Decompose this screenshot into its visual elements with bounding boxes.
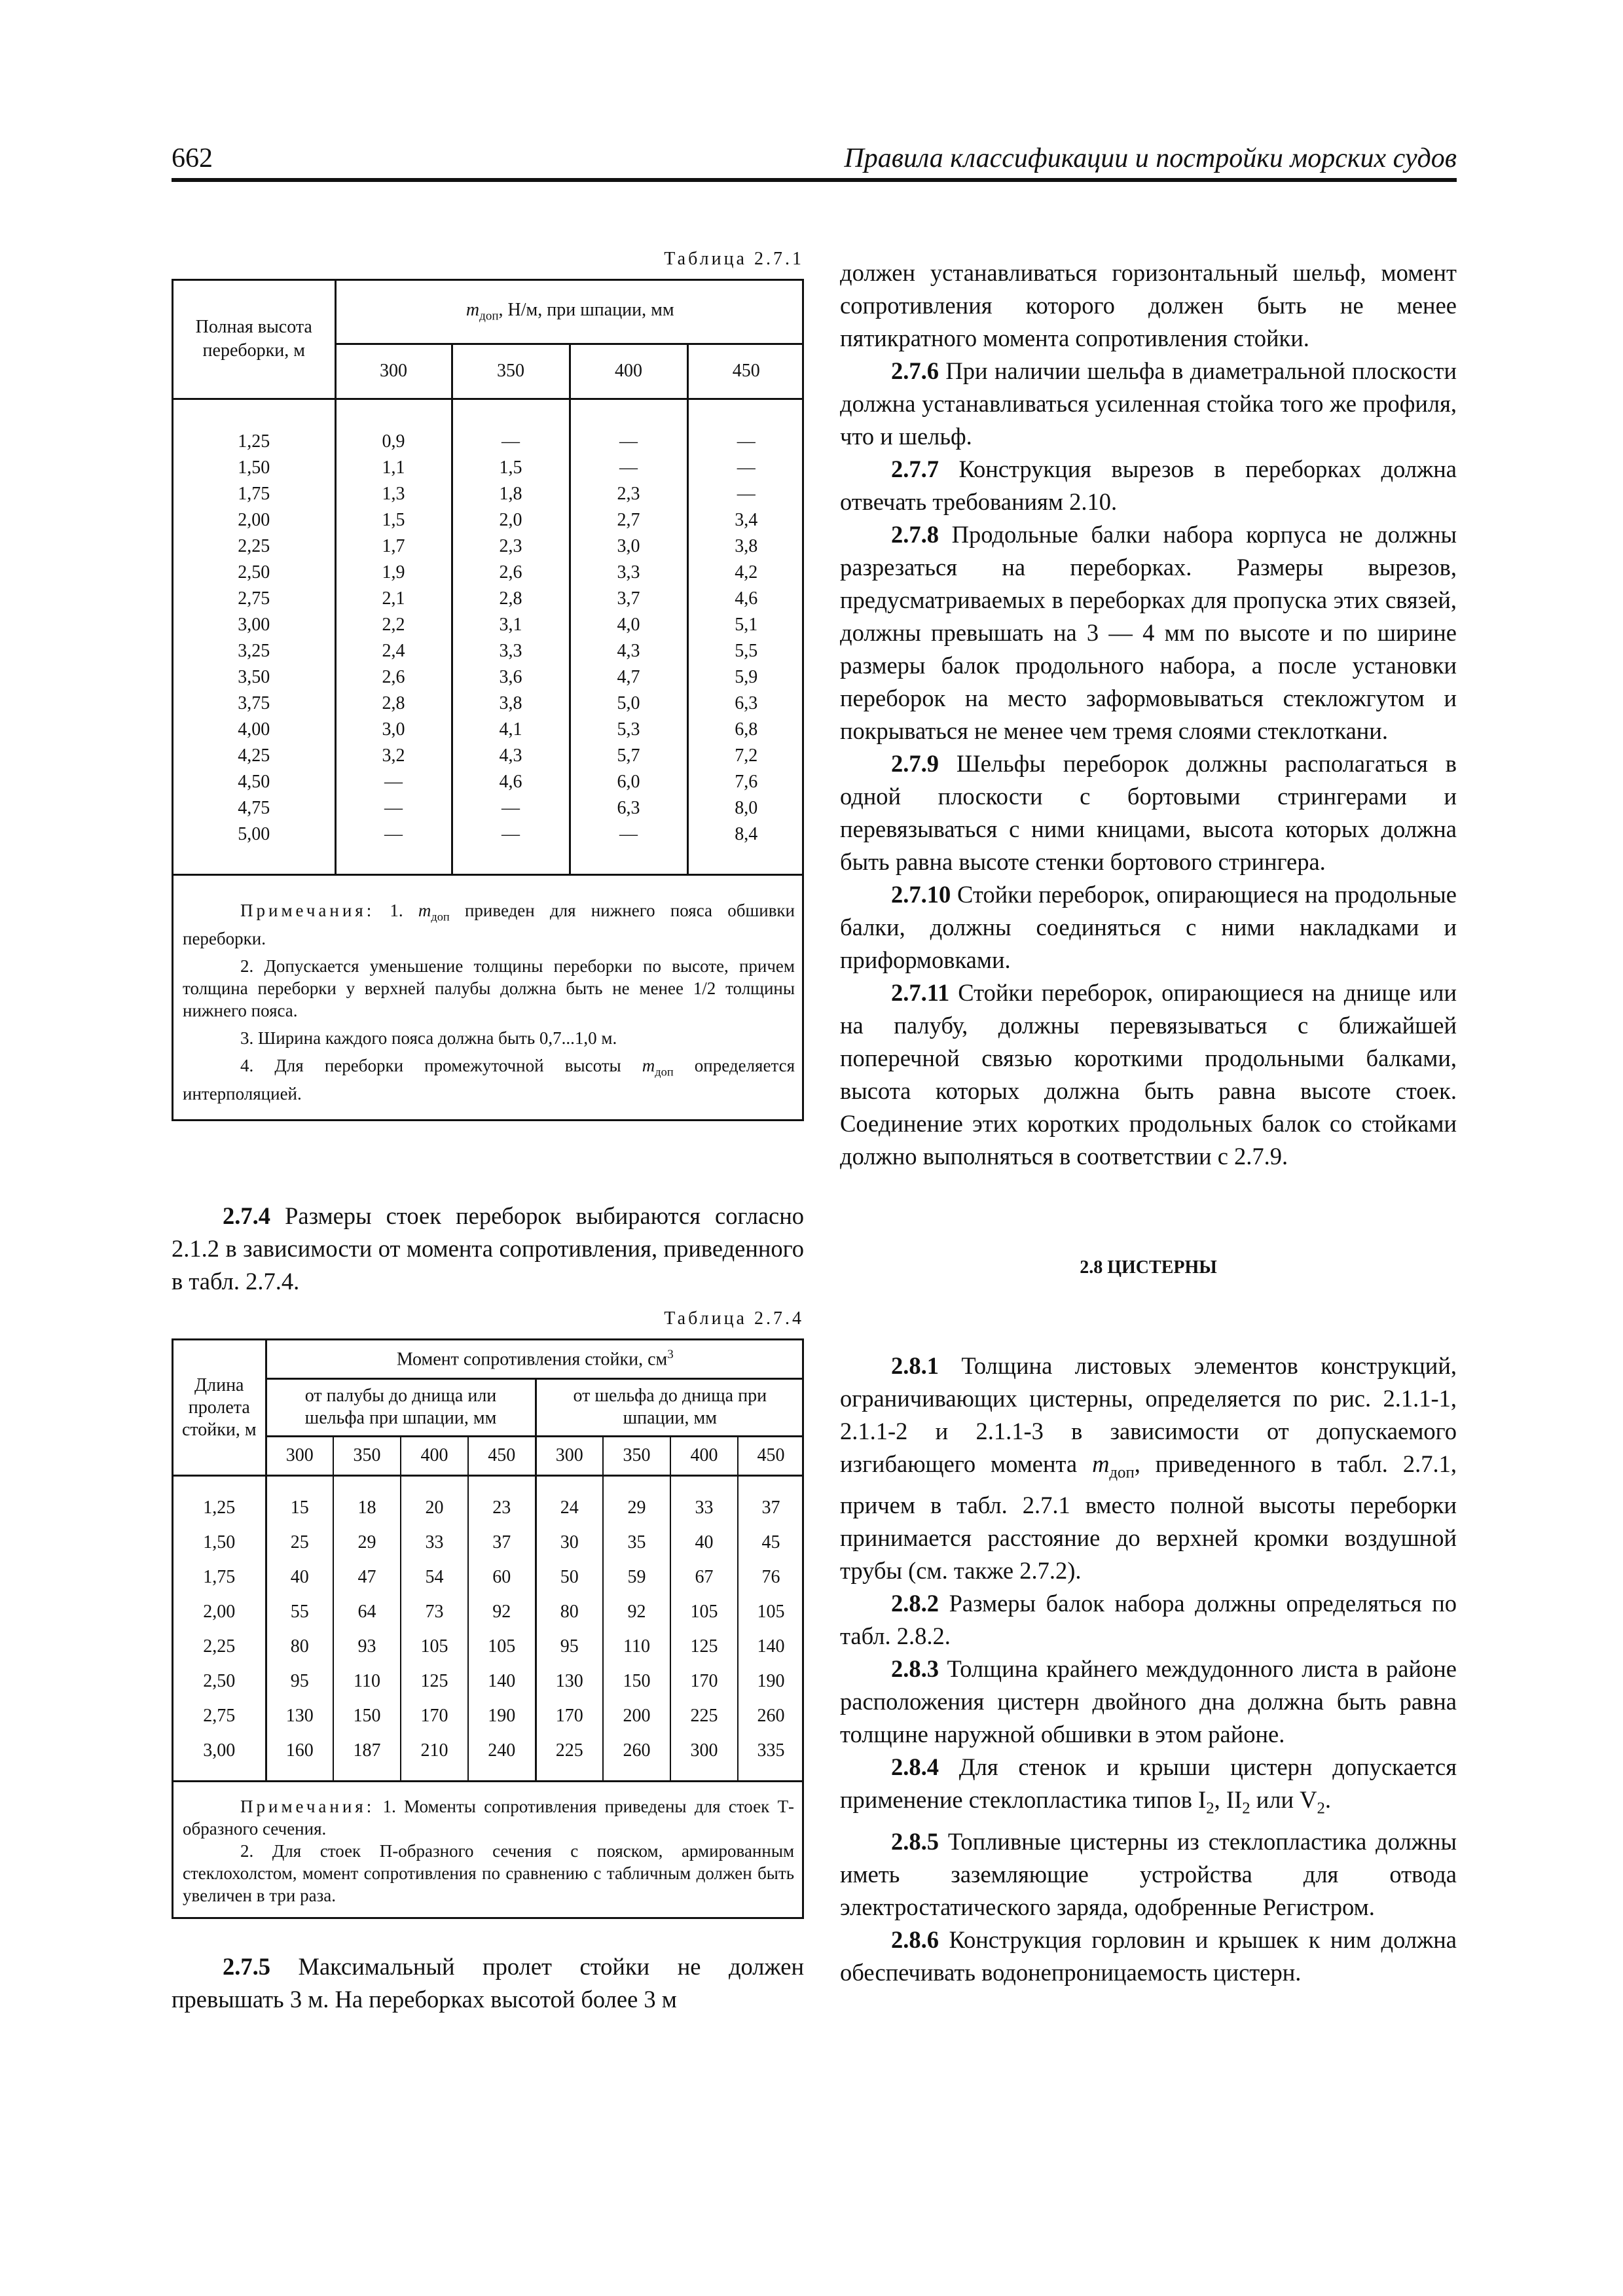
table-cell: 1,7 <box>335 533 452 560</box>
para-2-8-2: 2.8.2 Размеры балок набора должны определяться по табл. 2.8.2. <box>840 1590 1457 1650</box>
table-row <box>173 795 804 821</box>
table-cell: 140 <box>757 1636 785 1657</box>
table-274-col-header: 350 <box>333 1436 401 1475</box>
table-cell: 3,3 <box>452 638 570 664</box>
table-cell: 2,6 <box>335 664 452 691</box>
running-title: Правила классификации и постройки морских судов <box>844 143 1457 173</box>
table-row <box>173 1734 803 1782</box>
table-271-row-header: Полная высота переборки, м <box>173 281 335 399</box>
table-cell: 7,6 <box>735 771 758 792</box>
table-cell: 8,0 <box>735 797 758 818</box>
table-274-col-header: 400 <box>401 1436 468 1475</box>
table-row <box>173 769 804 795</box>
para-2-8-6: 2.8.6 Конструкция горловин и крышек к ним должна обеспечивать водонепроницаемость цистерн. <box>840 1926 1457 1986</box>
table-cell: 2,1 <box>335 586 452 612</box>
table-cell: 37 <box>468 1526 536 1560</box>
row-label-cell: 4,75 <box>173 795 335 821</box>
table-cell: 2,3 <box>452 533 570 560</box>
table-271-notes <box>173 874 804 1119</box>
para-2-7-7: 2.7.7 Конструкция вырезов в переборках должна отвечать требованиям 2.10. <box>840 456 1457 515</box>
table-cell: 6,8 <box>735 719 758 740</box>
table-274-note-1: Примечания: 1. Моменты сопротивления приведены для стоек Т-образного сечения. <box>183 1796 795 1839</box>
table-cell: 170 <box>401 1699 468 1734</box>
table-cell: 3,0 <box>570 533 687 560</box>
table-cell: 4,3 <box>570 638 687 664</box>
table-cell: 5,3 <box>570 717 687 743</box>
row-label-cell: 5,00 <box>173 821 335 875</box>
table-cell: 80 <box>536 1595 603 1630</box>
table-cell: 40 <box>670 1526 738 1560</box>
table-274-group-2: от шельфа до днища при шпации, мм <box>536 1378 803 1436</box>
table-cell: 260 <box>757 1706 785 1727</box>
table-cell: 160 <box>266 1734 333 1782</box>
para-2-7-8: 2.7.8 Продольные балки набора корпуса не должны разрезаться на переборках. Размеры вырезов, предусматриваемых в переборках для пропуска этих связей, должны превышать на 3 — 4 мм по высоте и по ширине размеры балок продольного набора, а после установки переборок на место заформовываться стекложгутом и покрываться не менее чем тремя слоями стеклоткани. <box>840 521 1457 744</box>
table-cell: 3,7 <box>570 586 687 612</box>
table-274 <box>172 1338 804 1919</box>
table-cell: 2,2 <box>335 612 452 638</box>
table-row <box>173 664 804 691</box>
table-cell: 1,5 <box>335 507 452 533</box>
table-271-note-1: Примечания: 1. $m_{доп}$ приведен для нижнего пояса обшивки переборки. <box>183 900 795 948</box>
para-continuation: должен устанавливаться горизонтальный шельф, момент сопротивления которого должен быть не менее пятикратного момента сопротивления стойки. <box>840 259 1457 351</box>
table-cell: 67 <box>670 1560 738 1595</box>
table-cell: 37 <box>761 1498 780 1518</box>
row-label-cell: 4,50 <box>173 769 335 795</box>
table-cell: 73 <box>401 1595 468 1630</box>
row-label-cell: 1,75 <box>173 481 335 507</box>
section-heading-2-8: 2.8 ЦИСТЕРНЫ <box>1080 1257 1217 1278</box>
table-row <box>173 1664 803 1699</box>
table-cell: 95 <box>536 1630 603 1664</box>
para-2-7-5: 2.7.5 Максимальный пролет стойки не должен превышать 3 м. На переборках высотой более 3 м <box>172 1952 804 2013</box>
table-cell: — <box>570 821 687 875</box>
row-label-cell: 1,25 <box>173 1475 266 1526</box>
table-cell: 6,0 <box>570 769 687 795</box>
table-cell: 170 <box>670 1664 738 1699</box>
table-cell: 170 <box>536 1699 603 1734</box>
table-cell: 25 <box>266 1526 333 1560</box>
table-row <box>173 507 804 533</box>
table-cell: 35 <box>603 1526 670 1560</box>
table-cell: 76 <box>761 1567 780 1588</box>
table-row <box>173 1699 803 1734</box>
para-2-7-4: 2.7.4 Размеры стоек переборок выбираются согласно 2.1.2 в зависимости от момента сопротивления, приведенного в табл. 2.7.4. <box>172 1202 804 1295</box>
table-cell: 130 <box>266 1699 333 1734</box>
table-cell: 5,1 <box>735 614 758 635</box>
table-cell: 225 <box>670 1699 738 1734</box>
table-cell: 3,8 <box>452 691 570 717</box>
table-cell: 15 <box>266 1475 333 1526</box>
table-cell: 93 <box>333 1630 401 1664</box>
table-274-group-1: от палубы до днища или шельфа при шпации, мм <box>266 1378 536 1436</box>
row-label-cell: 3,25 <box>173 638 335 664</box>
row-label-cell: 3,00 <box>173 1734 266 1782</box>
table-271-note-4: 4. Для переборки промежуточной высоты $m_{доп}$ определяется интерполяцией. <box>183 1055 795 1104</box>
table-row <box>173 399 804 455</box>
table-271-col-header: 450 <box>687 344 804 399</box>
table-cell: 150 <box>603 1664 670 1699</box>
table-271-col-header: 300 <box>335 344 452 399</box>
table-cell: — <box>737 483 756 504</box>
table-cell: 55 <box>266 1595 333 1630</box>
table-cell: 6,3 <box>735 692 758 713</box>
table-cell: 45 <box>761 1532 780 1553</box>
row-label-cell: 3,50 <box>173 664 335 691</box>
table-cell: 40 <box>266 1560 333 1595</box>
row-label-cell: 4,25 <box>173 743 335 769</box>
para-2-7-9: 2.7.9 Шельфы переборок должны располагаться в одной плоскости с бортовыми стрингерами и перевязываться с ними кницами, высота которых должна быть равна высоте стенки бортового стрингера. <box>840 750 1457 875</box>
table-row <box>173 1526 803 1560</box>
table-cell: 1,1 <box>335 455 452 481</box>
table-cell: 95 <box>266 1664 333 1699</box>
table-cell: 50 <box>536 1560 603 1595</box>
para-2-8-1: 2.8.1 Толщина листовых элементов конструкций, ограничивающих цистерны, определяется по рис. 2.1.1-1, 2.1.1-2 и 2.1.1-3 в зависимости от допускаемого изгибающего момента $m_{доп}$, приведенного в табл. 2.7.1, причем в табл. 2.7.1 вместо полной высоты переборки принимается расстояние до верхней кромки воздушной трубы (см. также 2.7.2). <box>840 1352 1457 1585</box>
row-label-cell: 3,75 <box>173 691 335 717</box>
table-cell: 92 <box>468 1595 536 1630</box>
table-cell: 210 <box>401 1734 468 1782</box>
table-cell: 1,8 <box>452 481 570 507</box>
table-cell: 59 <box>603 1560 670 1595</box>
table-cell: 20 <box>401 1475 468 1526</box>
table-cell: 4,6 <box>452 769 570 795</box>
table-row <box>173 638 804 664</box>
row-label-cell: 2,75 <box>173 586 335 612</box>
table-cell: — <box>335 795 452 821</box>
table-row <box>173 1595 803 1630</box>
table-cell: 29 <box>603 1475 670 1526</box>
para-2-7-6: 2.7.6 При наличии шельфа в диаметральной плоскости должна устанавливаться усиленная стойка того же профиля, что и шельф. <box>840 357 1457 450</box>
table-cell: 18 <box>333 1475 401 1526</box>
table-cell: — <box>570 455 687 481</box>
table-row <box>173 533 804 560</box>
table-cell: 225 <box>536 1734 603 1782</box>
row-label-cell: 2,00 <box>173 507 335 533</box>
table-cell: 30 <box>536 1526 603 1560</box>
row-label-cell: 1,75 <box>173 1560 266 1595</box>
table-cell: 80 <box>266 1630 333 1664</box>
table-cell: 3,2 <box>335 743 452 769</box>
table-cell: 0,9 <box>335 399 452 455</box>
table-cell: 33 <box>401 1526 468 1560</box>
row-label-cell: 1,50 <box>173 1526 266 1560</box>
table-cell: 7,2 <box>735 745 758 766</box>
table-cell: 60 <box>468 1560 536 1595</box>
table-cell: 1,3 <box>335 481 452 507</box>
row-label-cell: 2,25 <box>173 1630 266 1664</box>
table-271-col-header: 400 <box>570 344 687 399</box>
table-cell: 47 <box>333 1560 401 1595</box>
table-cell: 1,9 <box>335 560 452 586</box>
right-column <box>840 257 1457 1989</box>
table-cell: 2,4 <box>335 638 452 664</box>
table-row <box>173 691 804 717</box>
table-cell: 29 <box>333 1526 401 1560</box>
table-row <box>173 612 804 638</box>
table-cell: 3,6 <box>452 664 570 691</box>
table-cell: — <box>737 457 756 478</box>
table-274-col-header: 300 <box>536 1436 603 1475</box>
table-cell: 190 <box>468 1699 536 1734</box>
table-cell: 105 <box>670 1595 738 1630</box>
table-row <box>173 586 804 612</box>
row-label-cell: 2,75 <box>173 1699 266 1734</box>
table-cell: 1,5 <box>452 455 570 481</box>
table-cell: 6,3 <box>570 795 687 821</box>
table-271-note-2: 2. Допускается уменьшение толщины переборки по высоте, причем толщина переборки у верхней палубы должна быть не менее 1/2 толщины нижнего пояса. <box>183 956 795 1020</box>
table-cell: 240 <box>468 1734 536 1782</box>
table-274-note-2: 2. Для стоек П-образного сечения с пояском, армированным стеклохолстом, момент сопротивления по сравнению с табличным должен быть увеличен в три раза. <box>183 1840 795 1905</box>
row-label-cell: 2,00 <box>173 1595 266 1630</box>
table-cell: 64 <box>333 1595 401 1630</box>
table-cell: 33 <box>670 1475 738 1526</box>
table-row <box>173 743 804 769</box>
table-cell: 190 <box>757 1671 785 1692</box>
table-cell: 110 <box>603 1630 670 1664</box>
table-row <box>173 1560 803 1595</box>
table-row <box>173 717 804 743</box>
table-cell: 23 <box>468 1475 536 1526</box>
table-cell: — <box>335 821 452 875</box>
table-271-group-header: $m_{доп}$, Н/м, при шпации, мм <box>335 281 804 344</box>
table-271-note-3: 3. Ширина каждого пояса должна быть 0,7...1,0 м. <box>240 1028 617 1048</box>
table-cell: 4,6 <box>735 588 758 609</box>
left-column <box>172 249 804 2016</box>
table-cell: 150 <box>333 1699 401 1734</box>
table-cell: 5,5 <box>735 640 758 661</box>
row-label-cell: 2,50 <box>173 1664 266 1699</box>
table-cell: 5,9 <box>735 666 758 687</box>
table-cell: 2,8 <box>452 586 570 612</box>
table-cell: 54 <box>401 1560 468 1595</box>
table-row <box>173 481 804 507</box>
table-cell: 4,2 <box>735 562 758 583</box>
table-cell: 3,1 <box>452 612 570 638</box>
table-row <box>173 1475 803 1526</box>
table-cell: 187 <box>333 1734 401 1782</box>
table-274-notes <box>173 1781 803 1917</box>
table-cell: 2,8 <box>335 691 452 717</box>
table-271-col-header: 350 <box>452 344 570 399</box>
row-label-cell: 3,00 <box>173 612 335 638</box>
para-2-8-5: 2.8.5 Топливные цистерны из стеклопластика должны иметь заземляющие устройства для отвода электростатического заряда, одобренные Регистром. <box>840 1827 1457 1920</box>
table-cell: 105 <box>757 1602 785 1623</box>
table-cell: 200 <box>603 1699 670 1734</box>
table-274-top-header: Момент сопротивления стойки, $см^3$ <box>266 1340 803 1378</box>
table-cell: 140 <box>468 1664 536 1699</box>
para-2-7-10: 2.7.10 Стойки переборок, опирающиеся на продольные балки, должны соединяться с ними накладками и приформовками. <box>840 881 1457 973</box>
table-cell: 3,3 <box>570 560 687 586</box>
table-274-col-header: 450 <box>738 1436 803 1475</box>
table-row <box>173 560 804 586</box>
table-row <box>173 1630 803 1664</box>
table-row <box>173 821 804 875</box>
table-cell: 3,4 <box>735 509 758 530</box>
table-row <box>173 455 804 481</box>
table-cell: 125 <box>670 1630 738 1664</box>
table-cell: 8,4 <box>735 823 758 844</box>
para-2-8-4: 2.8.4 Для стенок и крыши цистерн допускается применение стеклопластика типов $I_2$, $II_2$ или $V_2$. <box>840 1753 1457 1818</box>
table-cell: 105 <box>468 1630 536 1664</box>
para-2-7-11: 2.7.11 Стойки переборок, опирающиеся на днище или на палубу, должны перевязываться с ближайшей поперечной связью короткими продольными балками, высота которых должна быть равна высоте стоек. Соединение этих коротких продольных балок со стойками должно выполняться в соответствии с 2.7.9. <box>840 979 1457 1170</box>
table-274-row-header: Длина пролета стойки, м <box>173 1340 266 1475</box>
table-271 <box>172 279 804 1121</box>
table-274-col-header: 300 <box>266 1436 333 1475</box>
table-cell: 4,0 <box>570 612 687 638</box>
table-cell: — <box>452 795 570 821</box>
table-274-col-header: 400 <box>670 1436 738 1475</box>
table-cell: 130 <box>536 1664 603 1699</box>
table-cell: 2,7 <box>570 507 687 533</box>
table-cell: 5,7 <box>570 743 687 769</box>
table-cell: 4,7 <box>570 664 687 691</box>
row-label-cell: 2,25 <box>173 533 335 560</box>
table-274-col-header: 450 <box>468 1436 536 1475</box>
table-cell: 260 <box>603 1734 670 1782</box>
table-cell: 92 <box>603 1595 670 1630</box>
header-rule <box>172 178 1457 182</box>
table-cell: 300 <box>670 1734 738 1782</box>
table-274-caption: Таблица 2.7.4 <box>664 1308 804 1329</box>
table-cell: — <box>452 399 570 455</box>
table-cell: 2,3 <box>570 481 687 507</box>
table-cell: 2,6 <box>452 560 570 586</box>
row-label-cell: 2,50 <box>173 560 335 586</box>
table-cell: 5,0 <box>570 691 687 717</box>
table-cell: 4,1 <box>452 717 570 743</box>
row-label-cell: 4,00 <box>173 717 335 743</box>
table-cell: 110 <box>333 1664 401 1699</box>
table-cell: 105 <box>401 1630 468 1664</box>
table-cell: 3,0 <box>335 717 452 743</box>
row-label-cell: 1,50 <box>173 455 335 481</box>
table-cell: 24 <box>536 1475 603 1526</box>
table-cell: 125 <box>401 1664 468 1699</box>
table-cell: — <box>737 431 756 452</box>
para-2-8-3: 2.8.3 Толщина крайнего междудонного листа в районе расположения цистерн двойного дна должна быть равна толщине наружной обшивки в этом районе. <box>840 1655 1457 1748</box>
page-number: 662 <box>172 143 213 173</box>
table-274-col-header: 350 <box>603 1436 670 1475</box>
table-cell: — <box>452 821 570 875</box>
table-cell: — <box>335 769 452 795</box>
table-cell: 335 <box>757 1740 785 1761</box>
table-cell: 4,3 <box>452 743 570 769</box>
row-label-cell: 1,25 <box>173 399 335 455</box>
table-cell: 3,8 <box>735 535 758 556</box>
table-271-caption: Таблица 2.7.1 <box>664 249 804 269</box>
table-cell: — <box>570 399 687 455</box>
table-cell: 2,0 <box>452 507 570 533</box>
